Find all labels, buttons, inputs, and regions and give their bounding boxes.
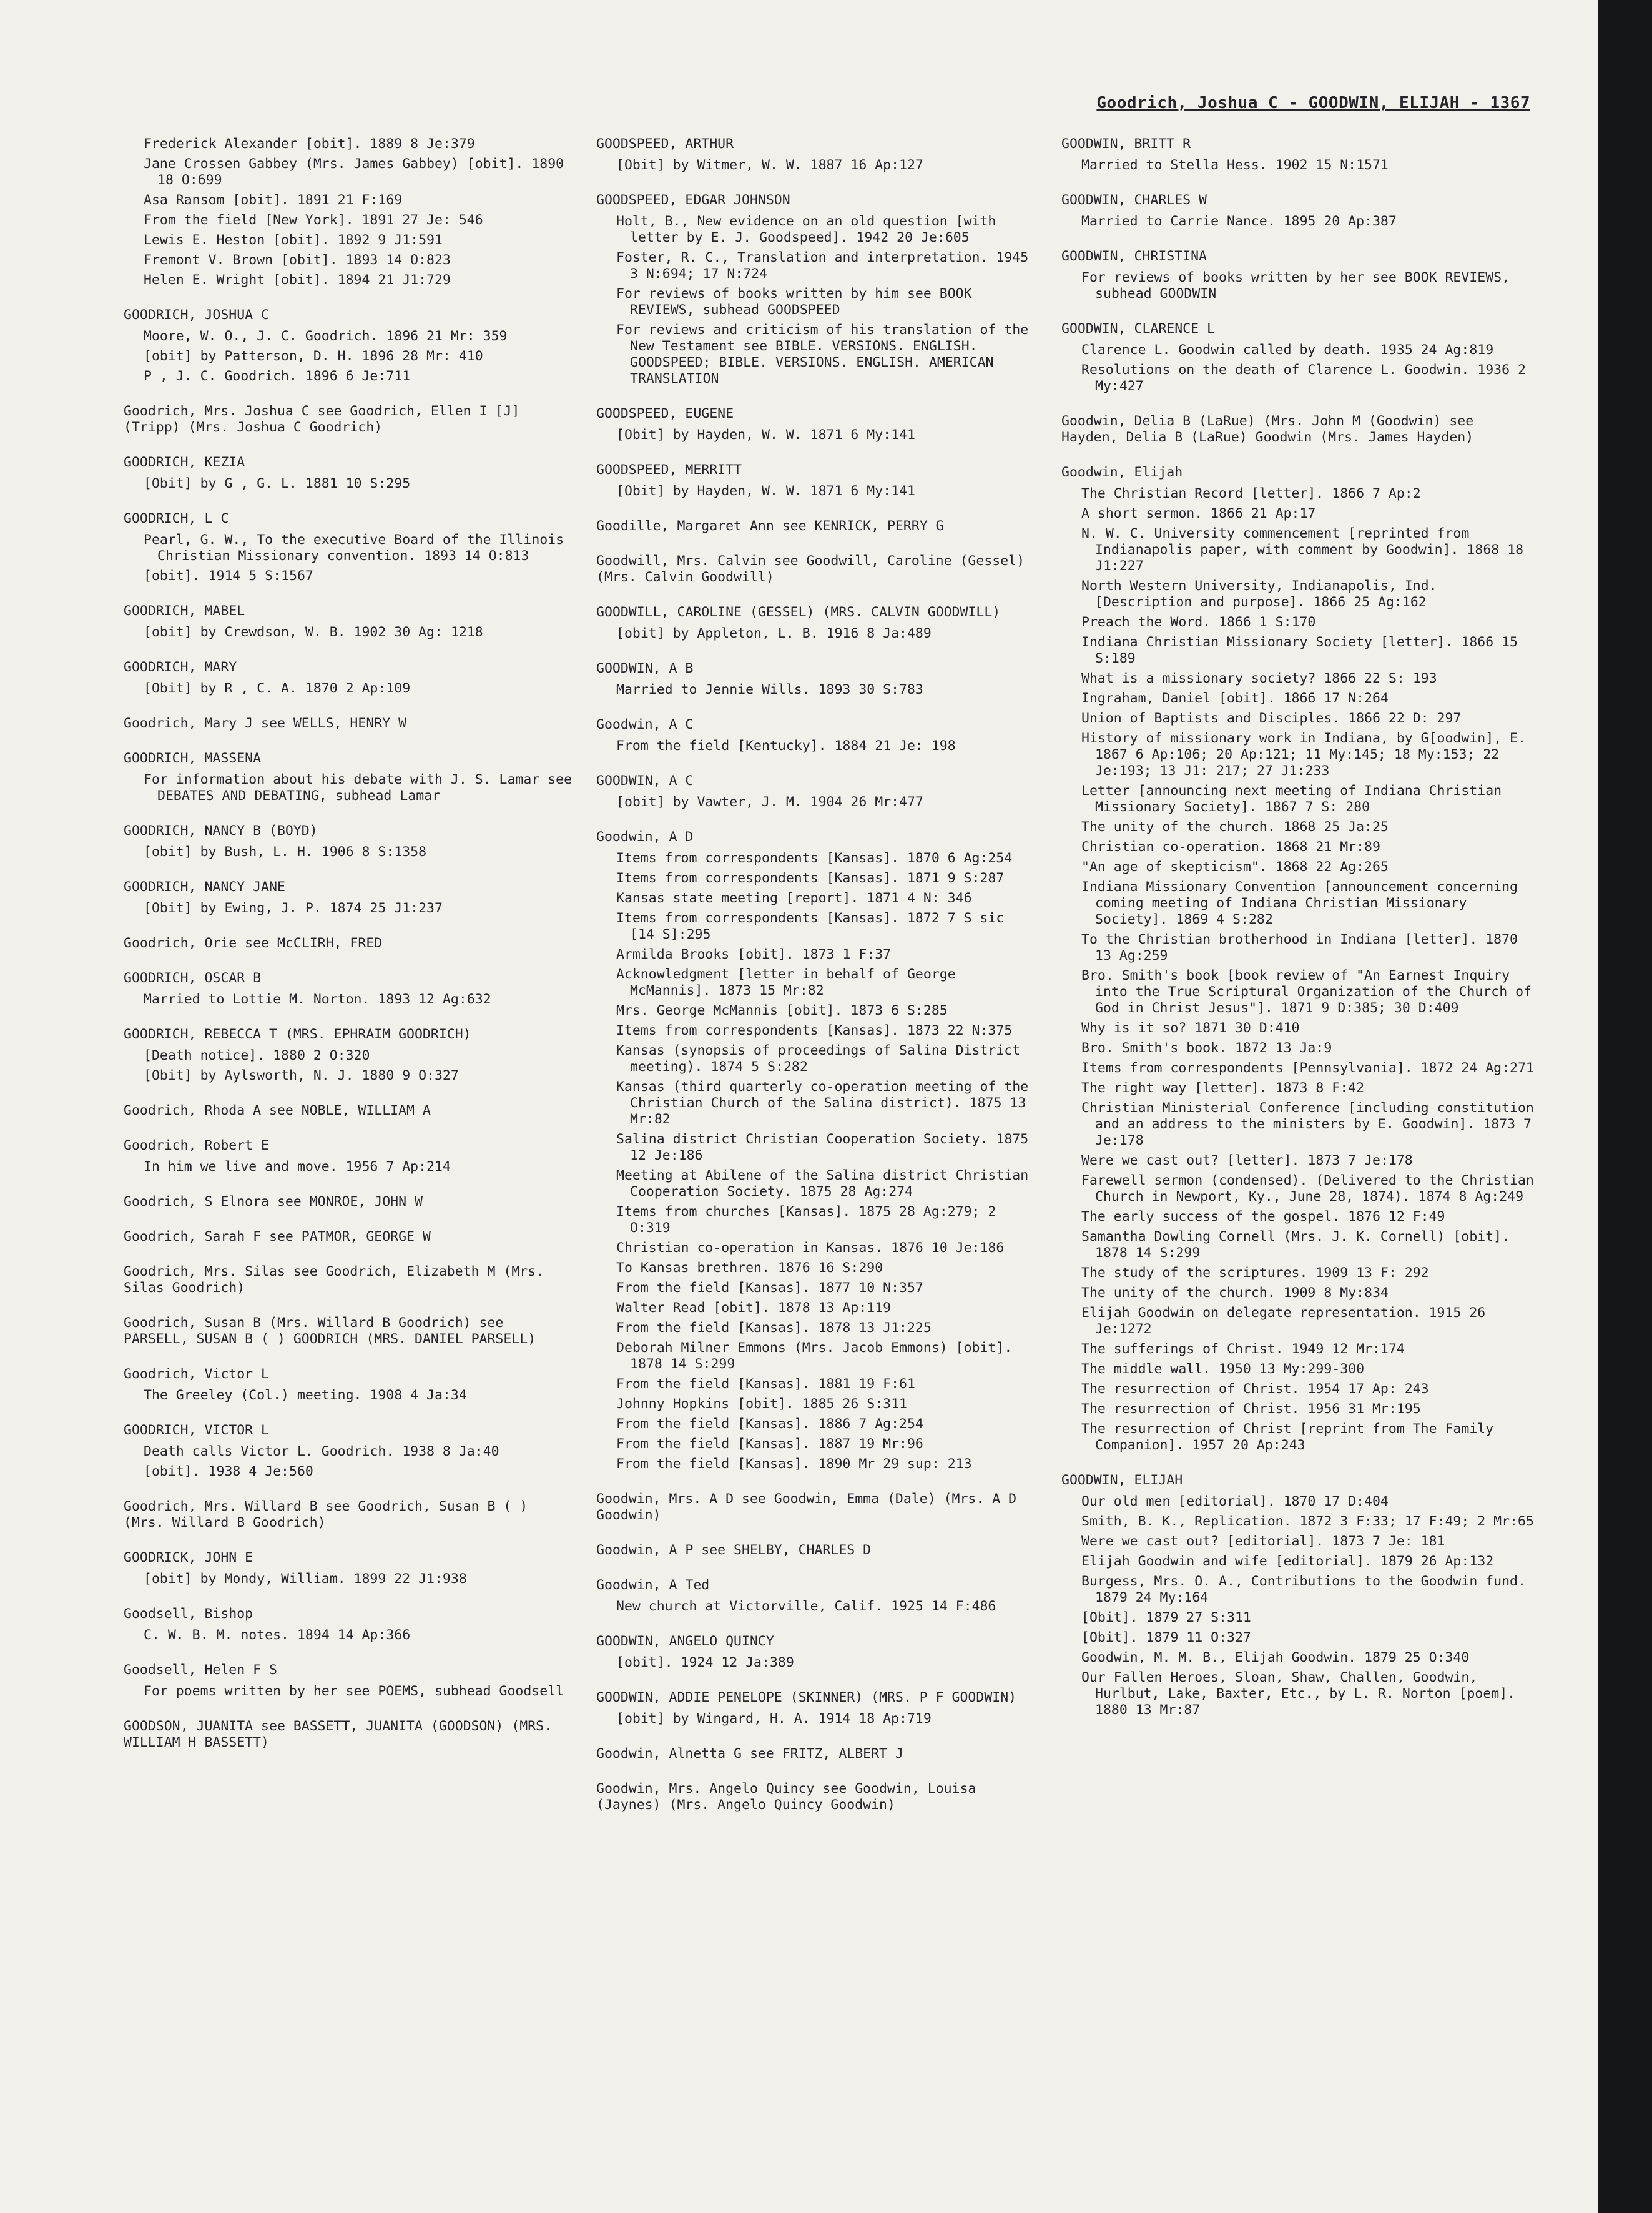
entry-citation: For reviews of books written by her see BOOK REVIEWS, subhead GOODWIN <box>1081 270 1510 302</box>
entry-citation: Fremont V. Brown [obit]. 1893 14 O:823 <box>144 252 451 268</box>
entry-citation: The right way [letter]. 1873 8 F:42 <box>1081 1080 1365 1096</box>
index-entry <box>124 603 573 641</box>
entry-citation: Items from correspondents [Kansas]. 1873 22 N:375 <box>616 1023 1013 1038</box>
entry-citation: N. W. C. University commencement [reprinted from Indianapolis paper, with comment by Goodwin]. 1868 18 J1:227 <box>1081 526 1524 574</box>
entry-heading: Goodwin, Elijah <box>1061 465 1183 480</box>
entry-citation: A short sermon. 1866 21 Ap:17 <box>1081 506 1316 521</box>
entry-heading: GOODWIN, BRITT R <box>1061 136 1191 152</box>
entry-citation: The early success of the gospel. 1876 12 F:49 <box>1081 1209 1445 1225</box>
index-entry <box>596 192 1033 387</box>
index-entry <box>124 659 573 697</box>
entry-citation: From the field [Kansas]. 1877 10 N:357 <box>616 1280 923 1296</box>
entry-citation: [obit] by Mondy, William. 1899 22 J1:938 <box>144 1571 467 1587</box>
index-entry <box>1061 249 1536 302</box>
entry-citation: [Death notice]. 1880 2 O:320 <box>144 1048 370 1063</box>
entry-citation: From the field [Kentucky]. 1884 21 Je: 198 <box>616 738 956 754</box>
entry-citation: Items from correspondents [Pennsylvania]. 1872 24 Ag:271 <box>1081 1060 1534 1076</box>
entry-citation: Were we cast out? [letter]. 1873 7 Je:178 <box>1081 1153 1413 1168</box>
index-entry <box>124 403 573 436</box>
entry-citation: Lewis E. Heston [obit]. 1892 9 J1:591 <box>144 232 443 248</box>
entry-heading: Goodrich, Rhoda A see NOBLE, WILLIAM A <box>124 1103 431 1118</box>
entry-citation: "An age of skepticism". 1868 22 Ag:265 <box>1081 859 1389 875</box>
entry-heading: Goodrich, Mrs. Willard B see Goodrich, Susan B ( ) (Mrs. Willard B Goodrich) <box>124 1499 528 1530</box>
entry-citation: Johnny Hopkins [obit]. 1885 26 S:311 <box>616 1396 907 1412</box>
entry-heading: GOODWIN, A C <box>596 773 694 789</box>
entry-citation: History of missionary work in Indiana, by G[oodwin], E. 1867 6 Ap:106; 20 Ap:121; 11 My:145; 18 My:153; 22 Je:193; 13 J1: 217; 27 J1:233 <box>1081 731 1526 779</box>
entry-citation: [obit] by Patterson, D. H. 1896 28 Mr: 410 <box>144 348 483 364</box>
index-entry <box>596 518 1033 535</box>
entry-citation: Armilda Brooks [obit]. 1873 1 F:37 <box>616 947 892 962</box>
entry-citation: The resurrection of Christ. 1956 31 Mr:195 <box>1081 1401 1421 1417</box>
index-entry <box>124 1718 573 1751</box>
entry-heading: Goodwill, Mrs. Calvin see Goodwill, Caroline (Gessel) (Mrs. Calvin Goodwill) <box>596 553 1025 585</box>
entry-citation: Deborah Milner Emmons (Mrs. Jacob Emmons) [obit]. 1878 14 S:299 <box>616 1340 1013 1372</box>
index-entry <box>1061 321 1536 395</box>
entry-citation: Frederick Alexander [obit]. 1889 8 Je:379 <box>144 136 475 152</box>
entry-citation: Christian Ministerial Conference [including constitution and an address to the ministers by E. Goodwin]. 1873 7 Je:178 <box>1081 1100 1534 1148</box>
entry-citation: Items from correspondents [Kansas]. 1872 7 S sic [14 S]:295 <box>616 910 1005 942</box>
entry-citation: Elijah Goodwin on delegate representation. 1915 26 Je:1272 <box>1081 1305 1486 1337</box>
entry-citation: To Kansas brethren. 1876 16 S:290 <box>616 1260 883 1276</box>
entry-heading: GOODRICH, VICTOR L <box>124 1422 269 1438</box>
entry-citation: Kansas (synopsis of proceedings of Salina District meeting). 1874 5 S:282 <box>616 1043 1021 1075</box>
page-header: Goodrich, Joshua C - GOODWIN, ELIJAH - 1367 <box>1096 94 1530 112</box>
entry-citation: The unity of the church. 1868 25 Ja:25 <box>1081 819 1389 835</box>
entry-heading: Goodrich, Victor L <box>124 1366 269 1382</box>
entry-citation: Death calls Victor L. Goodrich. 1938 8 Ja:40 <box>144 1444 499 1459</box>
entry-heading: Goodrich, Mary J see WELLS, HENRY W <box>124 716 407 731</box>
entry-heading: GOODWIN, A B <box>596 661 694 676</box>
entry-heading: GOODRICH, REBECCA T (MRS. EPHRAIM GOODRICH) <box>124 1027 471 1042</box>
entry-citation: Bro. Smith's book. 1872 13 Ja:9 <box>1081 1040 1332 1056</box>
index-entry <box>124 1662 573 1700</box>
entry-heading: Goodsell, Helen F S <box>124 1662 277 1678</box>
index-entry <box>124 751 573 804</box>
index-entry <box>124 1027 573 1084</box>
column-3 <box>1061 136 1536 1737</box>
entry-heading: GOODRICH, OSCAR B <box>124 970 262 986</box>
entry-citation: [obit]. 1924 12 Ja:389 <box>616 1655 794 1670</box>
index-entry <box>596 661 1033 698</box>
entry-heading: GOODRICH, JOSHUA C <box>124 307 269 323</box>
index-entry <box>596 604 1033 642</box>
entry-citation: From the field [Kansas]. 1886 7 Ag:254 <box>616 1416 923 1432</box>
entry-citation: [obit] by Appleton, L. B. 1916 8 Ja:489 <box>616 626 932 641</box>
entry-citation: [obit]. 1914 5 S:1567 <box>144 568 313 584</box>
index-entry <box>596 1634 1033 1671</box>
index-entry <box>1061 1472 1536 1718</box>
entry-citation: [Obit] by Hayden, W. W. 1871 6 My:141 <box>616 483 915 499</box>
entry-heading: Goodwin, A P see SHELBY, CHARLES D <box>596 1542 872 1558</box>
entry-citation: Ingraham, Daniel [obit]. 1866 17 N:264 <box>1081 691 1389 706</box>
entry-heading: GOODWIN, ADDIE PENELOPE (SKINNER) (MRS. P F GOODWIN) <box>596 1690 1017 1705</box>
entry-citation: The unity of the church. 1909 8 My:834 <box>1081 1285 1389 1301</box>
entry-heading: GOODSPEED, EUGENE <box>596 406 734 421</box>
index-entry <box>596 1690 1033 1727</box>
index-entry <box>596 136 1033 174</box>
index-entry <box>124 455 573 492</box>
column-1 <box>124 136 573 1770</box>
column-2 <box>596 136 1033 1832</box>
entry-citation: To the Christian brotherhood in Indiana [letter]. 1870 13 Ag:259 <box>1081 932 1518 964</box>
entry-heading: Goodrich, S Elnora see MONROE, JOHN W <box>124 1194 423 1210</box>
page-edge-shadow <box>1598 0 1652 2213</box>
index-entry <box>124 879 573 917</box>
entry-heading: GOODWILL, CAROLINE (GESSEL) (MRS. CALVIN GOODWILL) <box>596 604 1001 620</box>
entry-heading: GOODWIN, ANGELO QUINCY <box>596 1634 774 1649</box>
index-entry <box>596 1746 1033 1762</box>
entry-heading: GOODSPEED, EDGAR JOHNSON <box>596 192 790 208</box>
entry-citation: The study of the scriptures. 1909 13 F: 292 <box>1081 1265 1429 1281</box>
entry-citation: Items from correspondents [Kansas]. 1871 9 S:287 <box>616 870 1005 886</box>
entry-heading: GOODWIN, CHRISTINA <box>1061 249 1207 264</box>
entry-citation: [obit]. 1938 4 Je:560 <box>144 1464 313 1479</box>
entry-heading: GOODWIN, CHARLES W <box>1061 192 1207 208</box>
entry-citation: Married to Lottie M. Norton. 1893 12 Ag:632 <box>144 992 491 1007</box>
entry-citation: Items from correspondents [Kansas]. 1870 6 Ag:254 <box>616 850 1013 866</box>
entry-citation: Were we cast out? [editorial]. 1873 7 Je: 181 <box>1081 1534 1445 1549</box>
entry-citation: From the field [New York]. 1891 27 Je: 546 <box>144 212 483 228</box>
entry-citation: The sufferings of Christ. 1949 12 Mr:174 <box>1081 1341 1405 1357</box>
index-entry <box>124 1138 573 1175</box>
entry-citation: For information about his debate with J. S. Lamar see DEBATES AND DEBATING, subhead Lamar <box>144 772 573 804</box>
entry-heading: Goodwin, A D <box>596 829 694 845</box>
entry-citation: Married to Jennie Wills. 1893 30 S:783 <box>616 682 923 697</box>
entry-citation: Acknowledgment [letter in behalf of George McMannis]. 1873 15 Mr:82 <box>616 967 956 998</box>
entry-citation: Preach the Word. 1866 1 S:170 <box>1081 614 1316 630</box>
entry-citation: Kansas (third quarterly co-operation meeting of the Christian Church of the Salina district). 1875 13 Mr:82 <box>616 1079 1029 1127</box>
entry-citation: From the field [Kansas]. 1878 13 J1:225 <box>616 1320 932 1336</box>
entry-citation: Holt, B., New evidence on an old question [with letter by E. J. Goodspeed]. 1942 20 Je:605 <box>616 214 996 245</box>
entry-citation: The middle wall. 1950 13 My:299-300 <box>1081 1361 1365 1377</box>
index-entry <box>124 1229 573 1245</box>
entry-citation: Salina district Christian Cooperation Society. 1875 12 Je:186 <box>616 1131 1029 1163</box>
entry-citation: C. W. B. M. notes. 1894 14 Ap:366 <box>144 1627 411 1643</box>
entry-citation: Resolutions on the death of Clarence L. Goodwin. 1936 2 My:427 <box>1081 362 1526 394</box>
index-entry <box>1061 192 1536 230</box>
entry-citation: Elijah Goodwin and wife [editorial]. 1879 26 Ap:132 <box>1081 1554 1494 1569</box>
index-entry <box>124 1606 573 1644</box>
entry-heading: Goodrich, Orie see McCLIRH, FRED <box>124 935 383 951</box>
entry-citation: For poems written by her see POEMS, subhead Goodsell <box>144 1683 564 1699</box>
index-entry <box>124 136 573 288</box>
entry-citation: [obit] by Wingard, H. A. 1914 18 Ap:719 <box>616 1711 932 1727</box>
entry-citation: Helen E. Wright [obit]. 1894 21 J1:729 <box>144 272 451 288</box>
index-entry <box>124 823 573 860</box>
index-entry <box>124 716 573 732</box>
entry-citation: For reviews and criticism of his translation of the New Testament see BIBLE. VERSIONS. ENGLISH. GOODSPEED; BIBLE. VERSIONS. ENGLISH. AMERICAN TRANSLATION <box>616 322 1029 387</box>
index-entry <box>596 462 1033 500</box>
entry-citation: [Obit] by Aylsworth, N. J. 1880 9 O:327 <box>144 1068 459 1083</box>
entry-citation: [Obit] by Witmer, W. W. 1887 16 Ap:127 <box>616 157 923 173</box>
entry-heading: Goodrich, Mrs. Silas see Goodrich, Elizabeth M (Mrs. Silas Goodrich) <box>124 1264 544 1296</box>
index-entry <box>124 1422 573 1480</box>
index-entry <box>1061 465 1536 1454</box>
entry-citation: Pearl, G. W., To the executive Board of the Illinois Christian Missionary convention. 1893 14 O:813 <box>144 532 564 564</box>
index-entry <box>1061 136 1536 174</box>
entry-citation: From the field [Kansas]. 1881 19 F:61 <box>616 1376 915 1392</box>
entry-citation: From the field [Kansas]. 1887 19 Mr:96 <box>616 1436 923 1452</box>
index-entry <box>596 717 1033 754</box>
index-entry <box>124 1550 573 1587</box>
entry-heading: GOODWIN, ELIJAH <box>1061 1472 1183 1488</box>
entry-citation: Mrs. George McMannis [obit]. 1873 6 S:285 <box>616 1003 948 1018</box>
entry-heading: Goodrich, Mrs. Joshua C see Goodrich, Ellen I [J] (Tripp) (Mrs. Joshua C Goodrich) <box>124 403 520 435</box>
index-entry <box>124 1315 573 1348</box>
entry-heading: GOODRICH, NANCY B (BOYD) <box>124 823 318 839</box>
entry-heading: GOODSON, JUANITA see BASSETT, JUANITA (GOODSON) (MRS. WILLIAM H BASSETT) <box>124 1718 553 1750</box>
entry-citation: From the field [Kansas]. 1890 Mr 29 sup: 213 <box>616 1456 972 1472</box>
index-entry <box>596 1542 1033 1559</box>
entry-citation: Burgess, Mrs. O. A., Contributions to the Goodwin fund. 1879 24 My:164 <box>1081 1574 1526 1605</box>
index-entry <box>124 307 573 385</box>
entry-citation: The Greeley (Col.) meeting. 1908 4 Ja:34 <box>144 1387 467 1403</box>
entry-citation: Christian co-operation. 1868 21 Mr:89 <box>1081 839 1380 855</box>
entry-heading: Goodwin, Alnetta G see FRITZ, ALBERT J <box>596 1746 903 1762</box>
entry-heading: GOODRICH, MABEL <box>124 603 245 619</box>
index-entry <box>596 553 1033 586</box>
entry-citation: Smith, B. K., Replication. 1872 3 F:33; 17 F:49; 2 Mr:65 <box>1081 1514 1534 1529</box>
entry-citation: Union of Baptists and Disciples. 1866 22 D: 297 <box>1081 711 1462 726</box>
entry-heading: Goodrich, Sarah F see PATMOR, GEORGE W <box>124 1229 431 1245</box>
entry-citation: Moore, W. O., J. C. Goodrich. 1896 21 Mr: 359 <box>144 328 508 344</box>
index-entry <box>596 829 1033 1472</box>
index-entry <box>124 935 573 952</box>
entry-heading: Goodwin, A C <box>596 717 694 732</box>
entry-citation: [Obit] by Ewing, J. P. 1874 25 J1:237 <box>144 900 443 916</box>
entry-citation: Goodwin, M. M. B., Elijah Goodwin. 1879 25 O:340 <box>1081 1650 1470 1665</box>
entry-citation: The resurrection of Christ. 1954 17 Ap: 243 <box>1081 1381 1429 1397</box>
entry-citation: Indiana Missionary Convention [announcement concerning coming meeting of Indiana Christian Missionary Society]. 1869 4 S:282 <box>1081 879 1518 927</box>
entry-citation: The resurrection of Christ [reprint from The Family Companion]. 1957 20 Ap:243 <box>1081 1421 1494 1453</box>
entry-heading: GOODRICH, MARY <box>124 659 237 675</box>
entry-heading: Goodille, Margaret Ann see KENRICK, PERRY G <box>596 518 944 534</box>
entry-citation: Samantha Dowling Cornell (Mrs. J. K. Cornell) [obit]. 1878 14 S:299 <box>1081 1229 1510 1261</box>
index-entry <box>596 773 1033 811</box>
entry-citation: Bro. Smith's book [book review of "An Earnest Inquiry into the True Scriptural Organization of the Church of God in Christ Jesus"]. 1871 9 D:385; 30 D:409 <box>1081 968 1532 1016</box>
index-entry <box>596 406 1033 443</box>
entry-heading: GOODRICH, MASSENA <box>124 751 262 766</box>
entry-citation: Married to Carrie Nance. 1895 20 Ap:387 <box>1081 214 1397 229</box>
entry-citation: Walter Read [obit]. 1878 13 Ap:119 <box>616 1300 892 1316</box>
entry-heading: Goodrich, Robert E <box>124 1138 269 1153</box>
entry-heading: Goodwin, A Ted <box>596 1577 710 1593</box>
index-entry <box>596 1577 1033 1615</box>
entry-heading: Goodwin, Mrs. A D see Goodwin, Emma (Dale) (Mrs. A D Goodwin) <box>596 1491 1017 1523</box>
index-entry <box>124 1264 573 1296</box>
entry-citation: P , J. C. Goodrich. 1896 6 Je:711 <box>144 368 411 384</box>
entry-citation: For reviews of books written by him see BOOK REVIEWS, subhead GOODSPEED <box>616 286 972 318</box>
entry-heading: Goodsell, Bishop <box>124 1606 253 1622</box>
entry-citation: Farewell sermon (condensed). (Delivered to the Christian Church in Newport, Ky., June 28, 1874). 1874 8 Ag:249 <box>1081 1173 1534 1205</box>
entry-citation: North Western University, Indianapolis, Ind. [Description and purpose]. 1866 25 Ag:162 <box>1081 578 1437 610</box>
entry-heading: Goodwin, Mrs. Angelo Quincy see Goodwin, Louisa (Jaynes) (Mrs. Angelo Quincy Goodwin) <box>596 1781 976 1813</box>
entry-heading: GOODWIN, CLARENCE L <box>1061 321 1215 337</box>
entry-citation: New church at Victorville, Calif. 1925 14 F:486 <box>616 1599 996 1614</box>
entry-citation: The Christian Record [letter]. 1866 7 Ap:2 <box>1081 486 1421 501</box>
index-entry <box>124 1103 573 1119</box>
index-entry <box>1061 413 1536 446</box>
entry-citation: Our Fallen Heroes, Sloan, Shaw, Challen, Goodwin, Hurlbut, Lake, Baxter, Etc., by L. R. Norton [poem]. 1880 13 Mr:87 <box>1081 1670 1516 1718</box>
entry-heading: GOODRICH, L C <box>124 511 229 526</box>
entry-citation: [Obit] by G , G. L. 1881 10 S:295 <box>144 476 411 491</box>
entry-citation: What is a missionary society? 1866 22 S: 193 <box>1081 671 1437 686</box>
index-entry <box>124 1366 573 1404</box>
entry-citation: [obit] by Vawter, J. M. 1904 26 Mr:477 <box>616 794 923 810</box>
entry-citation: [Obit] by Hayden, W. W. 1871 6 My:141 <box>616 427 915 443</box>
entry-citation: Meeting at Abilene of the Salina district Christian Cooperation Society. 1875 28 Ag:274 <box>616 1168 1029 1200</box>
entry-citation: Jane Crossen Gabbey (Mrs. James Gabbey) [obit]. 1890 18 O:699 <box>144 156 564 188</box>
entry-heading: GOODSPEED, ARTHUR <box>596 136 734 152</box>
entry-heading: GOODRICK, JOHN E <box>124 1550 253 1565</box>
entry-citation: In him we live and move. 1956 7 Ap:214 <box>144 1159 451 1175</box>
entry-citation: Our old men [editorial]. 1870 17 D:404 <box>1081 1494 1389 1509</box>
index-entry <box>124 1499 573 1531</box>
entry-heading: Goodrich, Susan B (Mrs. Willard B Goodrich) see PARSELL, SUSAN B ( ) GOODRICH (MRS. DANIEL PARSELL) <box>124 1315 536 1347</box>
entry-citation: [Obit]. 1879 27 S:311 <box>1081 1610 1251 1625</box>
entry-citation: Foster, R. C., Translation and interpretation. 1945 3 N:694; 17 N:724 <box>616 250 1029 282</box>
entry-heading: GOODSPEED, MERRITT <box>596 462 742 478</box>
entry-citation: Letter [announcing next meeting of Indiana Christian Missionary Society]. 1867 7 S: 280 <box>1081 783 1502 815</box>
entry-citation: [obit] by Crewdson, W. B. 1902 30 Ag: 1218 <box>144 624 483 640</box>
index-entry <box>124 511 573 584</box>
entry-heading: GOODRICH, KEZIA <box>124 455 245 470</box>
index-entry <box>124 970 573 1008</box>
entry-citation: Indiana Christian Missionary Society [letter]. 1866 15 S:189 <box>1081 634 1518 666</box>
index-entry <box>596 1491 1033 1524</box>
entry-citation: Items from churches [Kansas]. 1875 28 Ag:279; 2 O:319 <box>616 1204 996 1236</box>
entry-citation: Kansas state meeting [report]. 1871 4 N: 346 <box>616 890 972 906</box>
entry-citation: [Obit] by R , C. A. 1870 2 Ap:109 <box>144 681 411 696</box>
index-entry <box>596 1781 1033 1813</box>
entry-citation: Clarence L. Goodwin called by death. 1935 24 Ag:819 <box>1081 342 1494 358</box>
index-entry <box>124 1194 573 1210</box>
entry-heading: GOODRICH, NANCY JANE <box>124 879 285 895</box>
entry-citation: Why is it so? 1871 30 D:410 <box>1081 1020 1300 1036</box>
entry-citation: [obit] by Bush, L. H. 1906 8 S:1358 <box>144 844 427 860</box>
entry-heading: Goodwin, Delia B (LaRue) (Mrs. John M (Goodwin) see Hayden, Delia B (LaRue) Goodwin (Mrs. James Hayden) <box>1061 413 1474 445</box>
entry-citation: Asa Ransom [obit]. 1891 21 F:169 <box>144 192 403 208</box>
entry-citation: Married to Stella Hess. 1902 15 N:1571 <box>1081 157 1389 173</box>
entry-citation: [Obit]. 1879 11 O:327 <box>1081 1630 1251 1645</box>
entry-citation: Christian co-operation in Kansas. 1876 10 Je:186 <box>616 1240 1005 1256</box>
